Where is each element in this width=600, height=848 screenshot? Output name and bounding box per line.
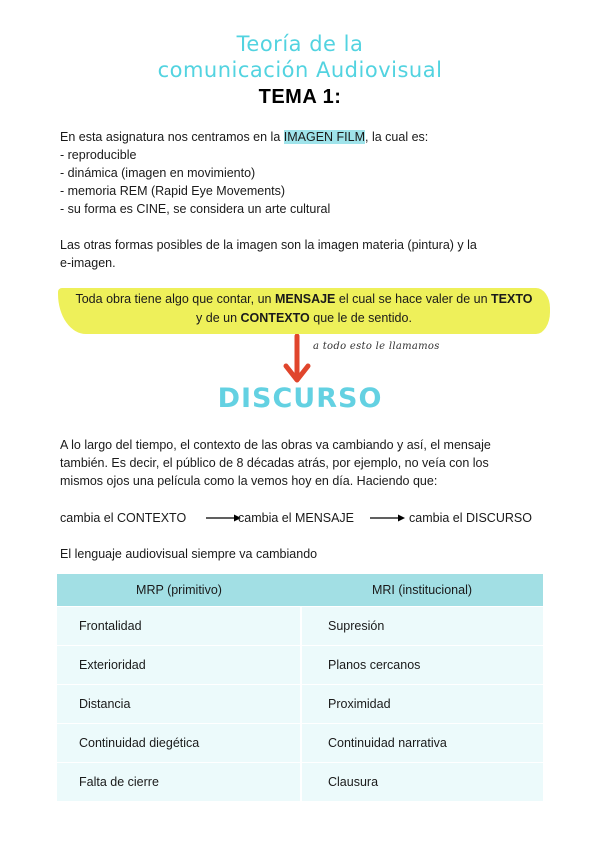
hb-texto: TEXTO xyxy=(491,292,533,306)
other-forms-line: e-imagen. xyxy=(60,256,116,270)
comparison-table xyxy=(57,574,543,801)
highlight-box-text xyxy=(58,290,550,328)
arrow-right-icon xyxy=(206,513,242,523)
intro-post: , la cual es: xyxy=(365,130,429,144)
table-cell: Continuidad narrativa xyxy=(301,724,543,763)
arrow-right-icon xyxy=(370,513,406,523)
title-line-1: Teoría de la xyxy=(236,32,364,56)
intro-line xyxy=(60,128,428,146)
discurso-heading: DISCURSO xyxy=(217,383,383,414)
hb-contexto: CONTEXTO xyxy=(240,311,310,325)
title-line-2: comunicación Audiovisual xyxy=(157,58,443,82)
tema-heading: TEMA 1: xyxy=(258,86,342,108)
body-line: mismos ojos una película como la vemos hoy en día. Haciendo que: xyxy=(60,474,438,488)
table-cell: Falta de cierre xyxy=(57,763,301,802)
hb-text: que le de sentido. xyxy=(309,311,412,325)
table-cell: Proximidad xyxy=(301,685,543,724)
table-row xyxy=(57,607,543,646)
flow-step-discurso: cambia el DISCURSO xyxy=(409,511,532,525)
imagen-film-highlight: IMAGEN FILM xyxy=(283,130,366,144)
bullet-item: - memoria REM (Rapid Eye Movements) xyxy=(60,184,286,198)
table-row xyxy=(57,685,543,724)
body-line: A lo largo del tiempo, el contexto de las obras va cambiando y así, el mensaje xyxy=(60,438,491,452)
arrow-note: a todo esto le llamamos xyxy=(313,341,440,352)
flow-step-mensaje: cambia el MENSAJE xyxy=(238,511,355,525)
table-cell: Exterioridad xyxy=(57,646,301,685)
bullet-item: - dinámica (imagen en movimiento) xyxy=(60,166,256,180)
table-header-row xyxy=(57,574,543,607)
header-mri: MRI (institucional) xyxy=(301,574,543,607)
flow-step-contexto: cambia el CONTEXTO xyxy=(60,511,187,525)
table-cell: Frontalidad xyxy=(57,607,301,646)
table-cell: Continuidad diegética xyxy=(57,724,301,763)
intro-pre: En esta asignatura nos centramos en la xyxy=(60,130,284,144)
body-paragraph xyxy=(60,436,491,490)
table-row xyxy=(57,724,543,763)
bullet-item: - reproducible xyxy=(60,148,137,162)
intro-paragraph xyxy=(60,128,428,218)
lenguaje-line: El lenguaje audiovisual siempre va cambiando xyxy=(60,547,318,561)
table-cell: Distancia xyxy=(57,685,301,724)
down-arrow-icon xyxy=(283,334,311,386)
header-mrp: MRP (primitivo) xyxy=(57,574,301,607)
hb-text: y de un xyxy=(196,311,241,325)
hb-text: Toda obra tiene algo que contar, un xyxy=(75,292,275,306)
hb-text: el cual se hace valer de un xyxy=(335,292,492,306)
other-forms-line: Las otras formas posibles de la imagen son la imagen materia (pintura) y la xyxy=(60,238,477,252)
table-row xyxy=(57,763,543,802)
table-cell: Planos cercanos xyxy=(301,646,543,685)
body-line: también. Es decir, el público de 8 décadas atrás, por ejemplo, no veía con los xyxy=(60,456,489,470)
bullet-item: - su forma es CINE, se considera un arte cultural xyxy=(60,202,331,216)
table-cell: Supresión xyxy=(301,607,543,646)
other-forms-paragraph xyxy=(60,236,477,272)
table-cell: Clausura xyxy=(301,763,543,802)
hb-mensaje: MENSAJE xyxy=(274,292,336,306)
table-row xyxy=(57,646,543,685)
